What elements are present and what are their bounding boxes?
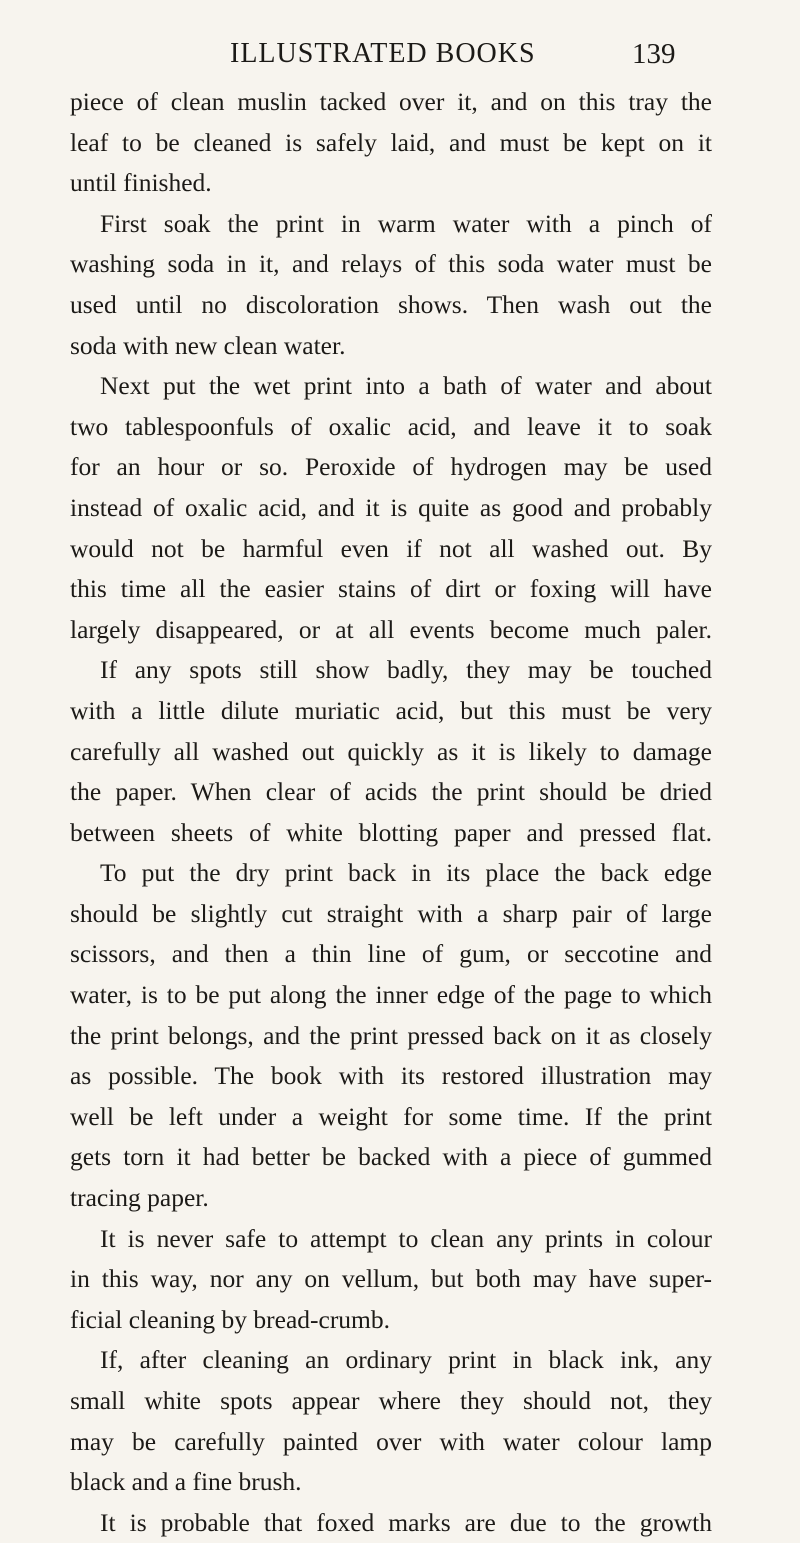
text-line: First soak the print in warm water with a pinch of [100, 208, 712, 238]
text-line: It is probable that foxed marks are due to the growth [100, 1507, 712, 1537]
text-line: leaf to be cleaned is safely laid, and must be kept on it [70, 127, 712, 157]
text-line: washing soda in it, and relays of this soda water must be [70, 249, 712, 279]
text-line: with a little dilute muriatic acid, but this must be very [70, 695, 712, 725]
text-line: the paper. When clear of acids the print should be dried [70, 777, 712, 807]
text-line: piece of clean muslin tacked over it, and on this tray the [70, 87, 712, 116]
text-line: the print belongs, and the print pressed back on it as closely [70, 1020, 712, 1050]
text-line: until finished. [70, 168, 212, 198]
text-line: used until no discoloration shows. Then wash out the [70, 289, 712, 319]
body-text [70, 82, 712, 1543]
text-line: would not be harmful even if not all washed out. By [70, 533, 712, 563]
running-head [0, 34, 800, 74]
text-line: this time all the easier stains of dirt or foxing will have [70, 574, 712, 604]
text-line: for an hour or so. Peroxide of hydrogen may be used [70, 452, 712, 482]
text-line: largely disappeared, or at all events become much paler. [70, 614, 712, 644]
text-line: carefully all washed out quickly as it is likely to damage [70, 736, 712, 766]
text-line: should be slightly cut straight with a sharp pair of large [70, 898, 712, 928]
text-line: It is never safe to attempt to clean any prints in colour [100, 1223, 712, 1253]
running-title: ILLUSTRATED BOOKS [230, 38, 536, 69]
text-line: ficial cleaning by bread-crumb. [70, 1304, 391, 1334]
text-line: well be left under a weight for some time. If the print [70, 1101, 712, 1131]
text-line: instead of oxalic acid, and it is quite as good and probably [70, 492, 712, 522]
text-line: water, is to be put along the inner edge of the page to which [70, 980, 712, 1010]
page-number: 139 [632, 38, 676, 70]
text-line: gets torn it had better be backed with a piece of gummed [70, 1142, 712, 1172]
text-line: tracing paper. [70, 1183, 209, 1213]
text-line: Next put the wet print into a bath of water and about [100, 371, 712, 401]
text-line: To put the dry print back in its place the back edge [100, 858, 712, 888]
text-line: If any spots still show badly, they may be touched [100, 655, 712, 685]
text-line: If, after cleaning an ordinary print in black ink, any [100, 1345, 712, 1375]
text-line: in this way, nor any on vellum, but both may have super- [70, 1264, 712, 1294]
text-line: as possible. The book with its restored illustration may [70, 1061, 712, 1091]
text-line: may be carefully painted over with water colour lamp [70, 1426, 712, 1456]
text-line: black and a fine brush. [70, 1467, 302, 1497]
text-line: between sheets of white blotting paper and pressed flat. [70, 817, 712, 847]
text-line: small white spots appear where they should not, they [70, 1386, 712, 1415]
text-line: soda with new clean water. [70, 330, 346, 360]
text-line: two tablespoonfuls of oxalic acid, and leave it to soak [70, 411, 712, 441]
text-line: scissors, and then a thin line of gum, or seccotine and [70, 939, 712, 969]
